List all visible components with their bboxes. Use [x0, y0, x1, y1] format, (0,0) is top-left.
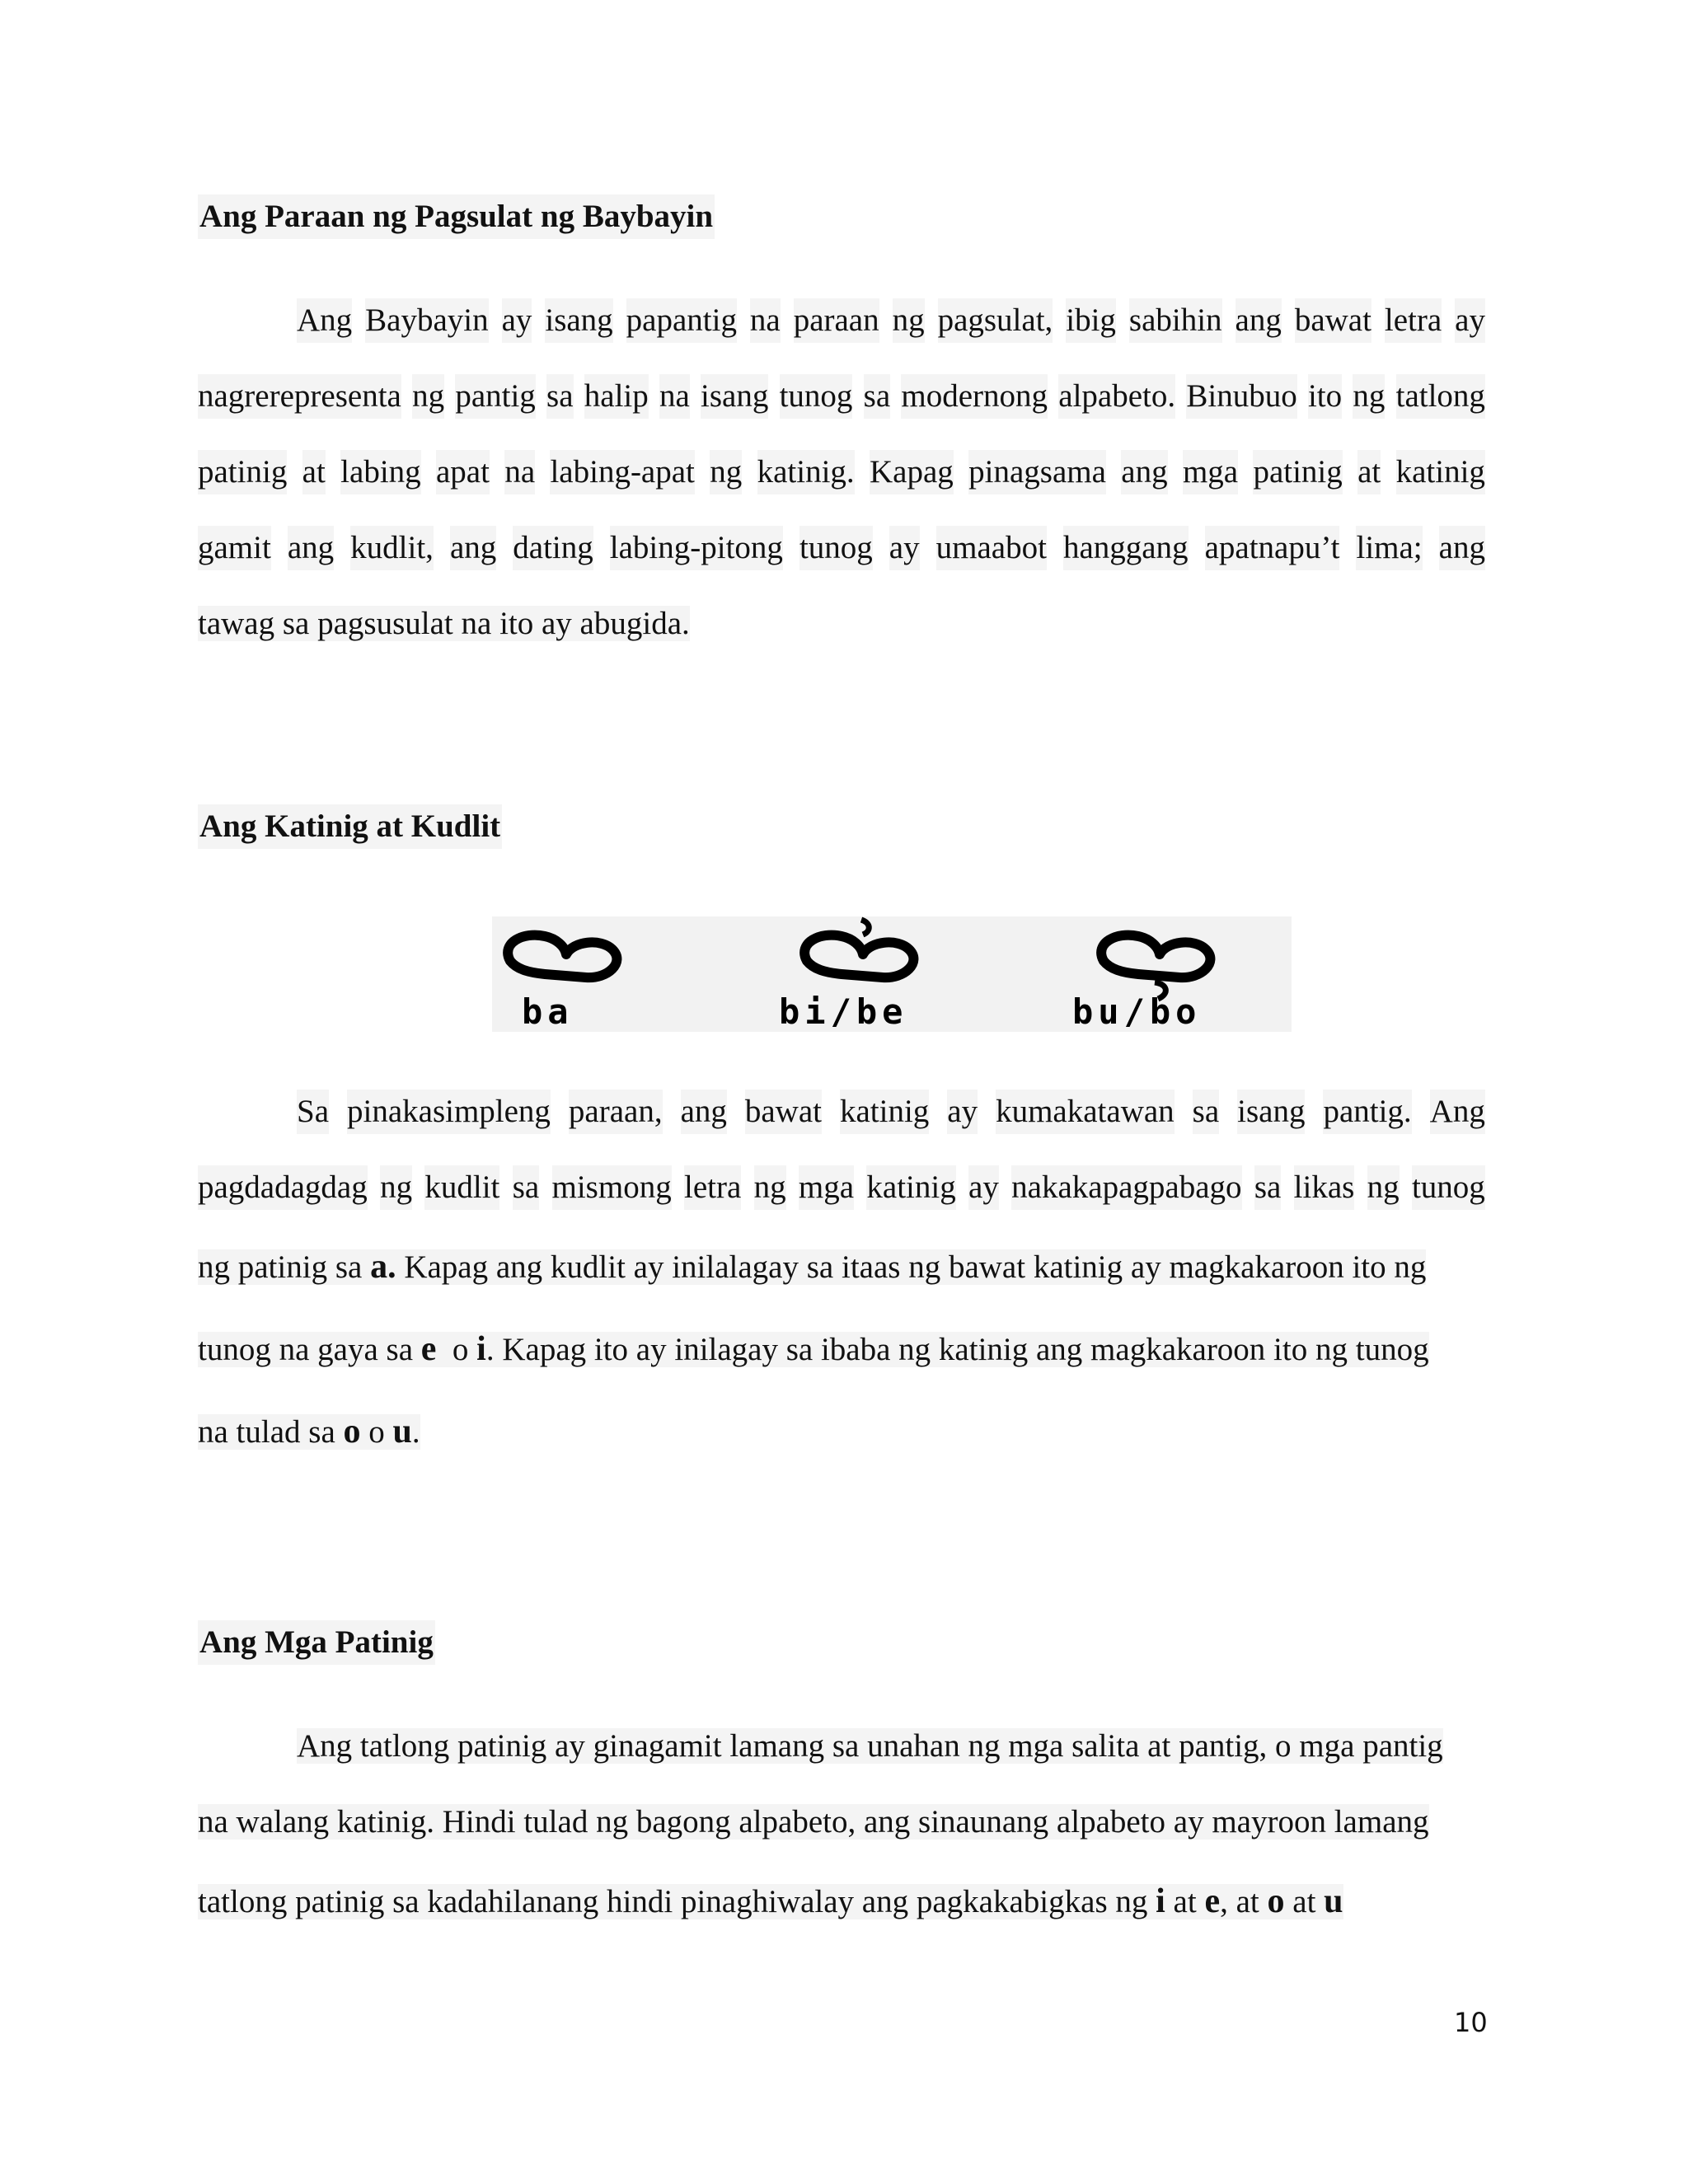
word: nagrerepresenta [198, 374, 401, 419]
paragraph-line [198, 1800, 1485, 1844]
word: mga [799, 1165, 854, 1210]
word: ang [681, 1090, 727, 1134]
paragraph-line-text [198, 1332, 1429, 1367]
bold-letter: o [1267, 1882, 1285, 1920]
word: mismong [552, 1165, 672, 1210]
bold-letter: e [1204, 1882, 1221, 1920]
paragraph-line [198, 1879, 1485, 1924]
word: sabihin [1129, 298, 1222, 343]
word: kumakatawan [996, 1090, 1175, 1134]
word: gamit [198, 526, 271, 570]
baybayin-bi-be-icon [792, 916, 932, 991]
word: ay [502, 298, 532, 343]
word: mga [1183, 450, 1238, 494]
word: hanggang [1063, 526, 1189, 570]
word: ibig [1066, 298, 1116, 343]
word: sa [513, 1165, 540, 1210]
paragraph-last-line-text: tawag sa pagsusulat na ito ay abugida. [198, 606, 690, 641]
word: Ang [297, 298, 352, 343]
word: modernong [901, 374, 1048, 419]
word: alpabeto. [1058, 374, 1175, 419]
word: ang [1236, 298, 1282, 343]
text-run: o [436, 1332, 477, 1367]
page-number: 10 [1454, 2007, 1488, 2038]
word: ang [1121, 450, 1167, 494]
word: ay [968, 1165, 999, 1210]
word: ito [1308, 374, 1342, 419]
bold-letter: o [343, 1413, 361, 1451]
word: papantig [626, 298, 737, 343]
word: letra [684, 1165, 741, 1210]
paragraph-line [198, 1409, 1485, 1455]
word: apat [436, 450, 490, 494]
word: isang [1237, 1090, 1305, 1134]
word: dating [513, 526, 593, 570]
word: apatnapu’t [1205, 526, 1340, 570]
word: ng [1367, 1165, 1400, 1210]
word: na [504, 450, 535, 494]
word: tunog [1412, 1165, 1485, 1210]
word: pantig [455, 374, 535, 419]
word: pinakasimpleng [347, 1090, 551, 1134]
word: pantig. [1323, 1090, 1411, 1134]
text-run: at [1284, 1884, 1325, 1919]
word: bawat [745, 1090, 822, 1134]
word: tunog [799, 526, 873, 570]
word: sa [1193, 1090, 1220, 1134]
word: ng [412, 374, 444, 419]
word: paraan [794, 298, 879, 343]
word: ng [893, 298, 925, 343]
word: patinig [1253, 450, 1342, 494]
glyph-label-bi-be: bi/be [779, 991, 908, 1032]
word: Ang [1430, 1090, 1485, 1134]
word: kudlit, [350, 526, 434, 570]
paragraph-line [198, 1724, 1485, 1769]
section-heading-patinig: Ang Mga Patinig [198, 1620, 435, 1665]
word: umaabot [936, 526, 1047, 570]
text-run: , at [1220, 1884, 1268, 1919]
word: na [750, 298, 781, 343]
word: patinig [198, 450, 287, 494]
word: Kapag [870, 450, 954, 494]
word: bawat [1295, 298, 1372, 343]
word: kudlit [424, 1165, 499, 1210]
bold-letter: a. [370, 1248, 396, 1286]
section-heading-paraan: Ang Paraan ng Pagsulat ng Baybayin [198, 194, 715, 239]
paragraph-line [198, 1327, 1485, 1372]
paragraph-line [198, 1165, 1485, 1210]
word: Binubuo [1186, 374, 1296, 419]
word: ang [1439, 526, 1485, 570]
text-run: tatlong patinig sa kadahilanang hindi pinaghiwalay ang pagkakabigkas ng [198, 1884, 1156, 1919]
word: sa [1254, 1165, 1282, 1210]
glyph-label-bu-bo: bu/bo [1072, 991, 1202, 1032]
paragraph-line-text [198, 1884, 1343, 1919]
text-run: Kapag ang kudlit ay inilalagay sa itaas ng bawat katinig ay magkakaroon ito ng [396, 1249, 1427, 1285]
word: na [659, 374, 690, 419]
word: nakakapagpabago [1011, 1165, 1241, 1210]
word: ang [450, 526, 496, 570]
word: pagdadagdag [198, 1165, 368, 1210]
word: katinig. [757, 450, 855, 494]
text-run: tunog na gaya sa [198, 1332, 421, 1367]
word: ay [889, 526, 920, 570]
word: tunog [780, 374, 853, 419]
word: sa [546, 374, 574, 419]
glyph-label-ba: ba [522, 991, 574, 1032]
word: halip [584, 374, 649, 419]
paragraph-line [198, 298, 1485, 343]
section-heading-katinig: Ang Katinig at Kudlit [198, 804, 502, 849]
word: Sa [297, 1090, 329, 1134]
word: ng [754, 1165, 786, 1210]
text-run: at [1165, 1884, 1205, 1919]
paragraph-line [198, 1244, 1485, 1290]
paragraph-line-text: Ang tatlong patinig ay ginagamit lamang sa unahan ng mga salita at pantig, o mga pantig [297, 1728, 1443, 1764]
paragraph-line [198, 1090, 1485, 1134]
text-run: o [360, 1414, 393, 1450]
word: tatlong [1396, 374, 1485, 419]
word: at [1357, 450, 1381, 494]
word: isang [545, 298, 612, 343]
word: katinig [1396, 450, 1485, 494]
word: labing-pitong [610, 526, 783, 570]
word: sa [864, 374, 891, 419]
text-run: . [411, 1414, 420, 1450]
word: Baybayin [365, 298, 488, 343]
word: katinig [840, 1090, 929, 1134]
text-run: . Kapag ito ay inilagay sa ibaba ng katinig ang magkakaroon ito ng tunog [485, 1332, 1429, 1367]
baybayin-ba-icon [495, 925, 627, 991]
word: ng [1353, 374, 1385, 419]
paragraph-line [198, 526, 1485, 570]
word: paraan, [569, 1090, 663, 1134]
bold-letter: e [420, 1330, 437, 1368]
word: katinig [866, 1165, 955, 1210]
paragraph-line [198, 374, 1485, 419]
bold-letter: u [392, 1413, 412, 1451]
bold-letter: i [1156, 1882, 1165, 1920]
bold-letter: u [1324, 1882, 1343, 1920]
paragraph-line-text [198, 1249, 1426, 1285]
text-run: na tulad sa [198, 1414, 344, 1450]
word: pagsulat, [938, 298, 1053, 343]
paragraph-line [198, 602, 1485, 646]
word: ay [947, 1090, 978, 1134]
paragraph-line-text [198, 1414, 420, 1450]
baybayin-kudlit-figure [492, 916, 1292, 1032]
word: likas [1294, 1165, 1355, 1210]
word: isang [701, 374, 768, 419]
text-run: ng patinig sa [198, 1249, 371, 1285]
word: ng [380, 1165, 412, 1210]
paragraph-line [198, 450, 1485, 494]
bold-letter: i [476, 1330, 486, 1368]
word: ang [288, 526, 334, 570]
word: labing-apat [550, 450, 694, 494]
word: lima; [1356, 526, 1422, 570]
word: letra [1385, 298, 1442, 343]
word: labing [340, 450, 420, 494]
paragraph-line-text: na walang katinig. Hindi tulad ng bagong alpabeto, ang sinaunang alpabeto ay mayroon lamang [198, 1804, 1429, 1840]
word: pinagsama [968, 450, 1106, 494]
word: at [302, 450, 326, 494]
word: ay [1455, 298, 1485, 343]
word: ng [710, 450, 742, 494]
